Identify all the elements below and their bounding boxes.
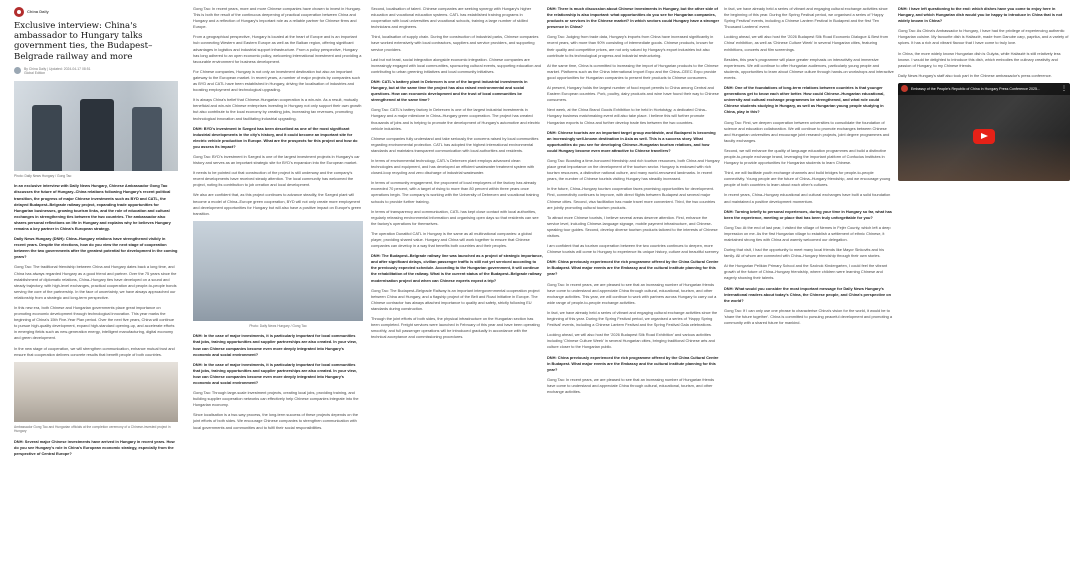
article-column-4: [547, 6, 720, 568]
answer-paragraph: In the new stage of cooperation, we will strengthen communication, enhance mutual trust and ensure that cooperation delivers concrete results that benefit people of both countries.: [14, 345, 175, 357]
answer-paragraph: At present, Hungary holds the largest number of food export permits to China among Central and Eastern European countries. Pork, poultry, dairy products and wine have found their way to Chinese consumers.: [547, 85, 719, 103]
video-title[interactable]: Embassy of the People's Republic of China in Hungary Press Conference 2025...: [911, 86, 1040, 91]
question-paragraph: DNH: Chinese tourists are an important target group worldwide, and Budapest is becoming an increasingly well-known destination in Asia as well. This is a success story. What opportunities do you see for developing Chinese–Hungarian tourism relations, and how could Hungary become even more attractive to Chinese travellers?: [547, 129, 716, 153]
answer-paragraph: Third, localisation of supply chain. During the construction of industrial parks, Chinese companies have worked extensively with local contractors, suppliers and service providers, and supporting service providers.: [371, 34, 539, 52]
answer-paragraph: Gong Tao: At the end of last year, I visited the village of Nemes in Fejér County, which left a deep impression on me. As the first Hungarian village to establish a settlement of ethnic Chinese, it maintained strong ties with China and warmly welcomed our delegation.: [724, 224, 891, 242]
answer-paragraph: Third, we will facilitate youth exchange channels and build bridges for people-to-people connectivity. Young people are the future of China–Hungary friendship, and we encourage young people of both countries to learn about each other's cultures.: [724, 170, 891, 188]
question-paragraph: DNH: One of the foundations of long-term relations between countries is that younger generations get to know each other better. How could Chinese–Hungarian educational, university and cultural exchange programmes be strengthened, and what role could Chinese students studying in Hungary, as well as Hungarian young people studying in China, play in this?: [724, 85, 885, 115]
article-column-6: [898, 6, 1070, 568]
site-logo-text[interactable]: China Daily: [27, 8, 49, 14]
ceremony-photo-caption: Ambassador Gong Tao and Hungarian officials at the completion ceremony of a Chinese-invested project in Hungary: [14, 424, 171, 434]
article-title: Exclusive interview: China's ambassador to Hungary talks government ties, the Budapest–Belgrade railway and more: [14, 21, 153, 62]
article-column-5: [724, 6, 894, 568]
answer-paragraph: The operation Dunatitol CATL in Hungary is the same as all multinational companies: a global player, providing shared value. Hungary and China will work together to ensure that Chinese companies can develop in a way that benefits both countries and their peoples.: [371, 230, 532, 249]
answer-paragraph: In recent years, China–Hungary educational and cultural exchanges have built a solid foundation and maintained a positive development momentum.: [724, 192, 891, 204]
question-paragraph: DNH: China previously experienced the rich programme offered by the China Cultural Centre in Budapest. What major events are the Embassy and the cultural institute planning for this year?: [547, 259, 719, 277]
answer-paragraph: Gong Tao: In recent years, we are pleased to see that an increasing number of Hungarian friends have come to understand and appreciate China through cultural, educational, tourism, and other exchange activities. This year, we will continue to work with partners across Hungary to carry out a wide range of people-to-people exchange activities.: [547, 281, 717, 305]
portrait-photo-caption: Photo: Daily News Hungary / Gong Tao: [249, 323, 307, 328]
answer-paragraph: From a geographical perspective, Hungary is located at the heart of Europe and is an important hub connecting Western and Eastern Europe as well as the Balkan region, offering significant advantages in logistics and industrial support infrastructure. From a policy perspective, Hungary has long adhered to an open economic policy, welcoming international investment and providing a favourable environment for business development.: [193, 34, 362, 64]
author-avatar: [14, 67, 21, 74]
answer-paragraph: It needs to be pointed out that construction of the project is still underway and the company's recent developments have received steady attention. The local community has welcomed the project, noting its contribution to job creation and local development.: [193, 170, 354, 188]
question-paragraph: DNH: CATL's battery plant in Debrecen is one of the largest industrial investments in Hungary, but at the same time the project has also raised environmental and social questions. How can economic development and the trust of local communities be strengthened at the same time?: [371, 78, 528, 103]
answer-paragraph: In this new era, both Chinese and Hungarian governments place great importance on promoting economic development through technological innovation. This year marks the beginning of China's 15th Five-Year Plan period. Over the next five years, China will continue to pursue high-quality development, expand high-standard opening-up, and accelerate efforts in emerging fields such as new-generation energy, intelligent manufacturing, digital economy and green development.: [14, 305, 175, 341]
question-paragraph: DNH: Turning briefly to personal experiences, during your time in Hungary so far, what has been the experience, meeting or place that has been truly unforgettable for you?: [724, 208, 892, 220]
answer-paragraph: For Chinese companies, Hungary is not only an investment destination but also an important gateway to the European market. In recent years, a number of major projects by companies such as BYD and CATL have been established in Hungary, driving the localisation of industries and boosting employment and technological upgrading.: [193, 68, 360, 93]
question-paragraph: DNH: I have left questioning to the end: which dishes have you come to enjoy here in Hungary, and which Hungarian dish would you be happy to introduce in China that is not widely known in China?: [898, 6, 1063, 24]
embedded-video-player[interactable]: [898, 83, 1070, 181]
answer-paragraph: I am confident that as tourism cooperation between the two countries continues to deepen, more Chinese tourists will come to Hungary to experience its unique history, culture and beautiful scenery.: [547, 243, 720, 255]
question-paragraph: DNH: What would you consider the most important message for Daily News Hungary's international readers about today's China, the Chinese people, and China's perspective on the world?: [724, 285, 892, 303]
answer-paragraph: Looking ahead, we will also host the '2026 Budapest Silk Road Exhibition' and various activities including 'Chinese Culture Week' in several Hungarian cities, bringing traditional Chinese arts and culture closer to the Hungarian public.: [547, 332, 715, 350]
answer-paragraph: Last but not least, social integration alongside economic integration. Chinese companies are increasingly engaged with local communities, sponsoring cultural events, supporting education and contributing to urban greening initiatives and local community initiatives.: [371, 56, 541, 74]
answer-paragraph: Gong Tao: If I can only use one phrase to characterise China's vision for the world, it would be to 'share the future together'. China is committed to pursuing peaceful development and promoting a community with a shared future for mankind.: [724, 307, 893, 326]
answer-paragraph: Gong Tao: Through large-scale investment projects, creating local jobs, providing training, and building supplier cooperation networks can effectively help Chinese companies integrate into the Hungarian economy.: [193, 390, 359, 408]
answer-paragraph: Gong Tao: First, we deepen cooperation between universities to consolidate the foundation of science and education collaboration. We will continue to promote exchanges between Chinese and Hungarian universities and encourage joint research projects, joint degree programmes and faculty exchanges.: [724, 119, 890, 143]
byline: [14, 67, 178, 75]
ceremony-photo: [14, 362, 178, 422]
answer-paragraph: Gong Tao: CATL's battery factory in Debrecen is one of the largest industrial investments in Hungary and a major milestone in China–Hungary green cooperation. The project has created thousands of jobs and is helping to promote the development of Hungary's automotive and electric vehicle industries.: [371, 107, 541, 131]
question-paragraph: DNH: China previously experienced the rich programme offered by the China Cultural Centre in Budapest. What major events are the Embassy and the cultural institute planning for this year?: [547, 354, 719, 372]
answer-paragraph: In the future, China–Hungary tourism cooperation faces promising opportunities for development. First, connectivity continues to improve, with direct flights between Budapest and several major Chinese cities. Second, visa facilitation has made travel more convenient. Third, the two countries are jointly promoting cultural tourism products.: [547, 186, 716, 210]
answer-paragraph: In terms of transparency and communication, CATL has kept close contact with local authorities, regularly releasing environmental information and organising open days so that residents can see the factory's operations for themselves.: [371, 208, 539, 226]
site-header: [14, 6, 178, 18]
intro-paragraph: In an exclusive interview with Daily News Hungary, Chinese Ambassador Gong Tao discusses the future of Hungary–China relations following Hungary's recent political transition, the progress of major Chinese investments such as BYD and CATL, the delayed Budapest–Belgrade railway project, expanding trade opportunities for Hungarian businesses, growing tourism links, and the role of education and cultural exchanges in strengthening ties between the two countries. The ambassador also shares personal reflections on life in Hungary and explains why he believes Hungary remains a key partner in China's European strategy.: [14, 183, 171, 231]
answer-paragraph: To attract more Chinese tourists, I believe several areas deserve attention. First, enhance the service level, including Chinese-language signage, mobile payment infrastructure, and Chinese-speaking tour guides. Second, develop diverse tourism products tailored to the interests of Chinese visitors.: [547, 214, 718, 238]
play-button-icon[interactable]: [973, 129, 995, 144]
question-paragraph: DNH: The Budapest–Belgrade railway line was launched as a project of strategic importance, and after significant delays, civilian passenger traffic is still not yet serviced according to the previously expected schedule. According to the Hungarian government, it will continue the rehabilitation of the railway. What is the current status of the Budapest–Belgrade railway modernisation project and when can Chinese experts expect a trip?: [371, 253, 543, 283]
lead-photo: [14, 81, 178, 171]
answer-paragraph: We also are confident that, as this project continues to advance steadily, the Szeged plant will become a model of China–Europe green cooperation, BYD will not only create more employment and development opportunities for Hungary but will also have a positive impact on Europe's green transition.: [193, 192, 362, 216]
answer-paragraph: In fact, we have already held a series of vibrant and engaging cultural exchange activities since the beginning of this year. During the Spring Festival period, we organised a series of 'Happy Spring Festival' events, including a Chinese Lantern Festival and the Spring Festival Gala celebrations.: [547, 309, 718, 328]
answer-paragraph: In terms of environmental technology, CATL's Debrecen plant employs advanced clean technologies and equipment, and has developed an efficient wastewater treatment system with closed-loop recycling and zero discharge of industrial wastewater.: [371, 157, 535, 176]
answer-paragraph: Gong Tao: Boosting a time-honoured friendship and rich tourism resources, both China and Hungary place great importance on the development of the tourism sector. Hungary is endowed with rich tourism resources, a distinctive national culture, and many world-renowned landmarks. In recent years, the number of Chinese tourists visiting Hungary has steadily increased.: [547, 157, 720, 182]
question-paragraph: DNH: There is much discussion about Chinese investments in Hungary, but the other side of the relationship is also important: what opportunities do you see for Hungarian companies, products or services in the Chinese market? In which sectors could Hungary have a stronger presence in China?: [547, 6, 720, 30]
answer-paragraph: Since localisation is a two-way process, the long-term success of these projects depends on the joint efforts of both sides. We encourage Chinese companies to strengthen communication with local governments and communities and to fulfil their social responsibilities.: [193, 412, 359, 430]
answer-paragraph: Next week, at the China Brand Goods Exhibition to be held in Hortobágy, a dedicated China–Hungary business matchmaking event will also take place. I believe this will further promote Hungarian exports to China and further develop trade ties between the two countries.: [547, 107, 707, 125]
ambassador-portrait-photo: [193, 221, 363, 321]
question-paragraph: DNH: Several major Chinese investments have arrived in Hungary in recent years. How do you see Hungary's role in China's European economic strategy, especially from the perspective of Central Europe?: [14, 438, 175, 456]
answer-paragraph: Gong Tao: In recent years, more and more Chinese companies have chosen to invest in Hungary. This is both the result of the continuous deepening of practical cooperation between China and Hungary and a reflection of Hungary's important role as a reliable partner for Chinese firms and Europe.: [193, 6, 361, 30]
answer-paragraph: Daily News Hungary's staff also took part in the Chinese ambassador's press conference.: [898, 72, 1052, 78]
byline-line-2: Global Edition: [24, 70, 46, 75]
answer-paragraph: Besides, this year's programme will place greater emphasis on interactivity and immersive experiences. We will continue to offer Hungarian audiences, particularly young people and students, opportunities to learn about Chinese culture through hands-on workshops and interactive events.: [724, 56, 894, 80]
answer-paragraph: Gong Tao: BYD's investment in Szeged is one of the largest investment projects in Hungary's car history and serves as an important strategic site for BYD's expansion into the European market.: [193, 153, 360, 166]
answer-paragraph: Second, localisation of talent. Chinese companies are seeking synergy with Hungary's higher education and vocational education systems. CATL has established training programs in cooperation with local universities and vocational schools, training a large number of skilled technicians and engineers.: [371, 6, 532, 30]
article-column-3: [371, 6, 543, 568]
video-title-bar: [898, 83, 1070, 95]
question-paragraph: DNH: In the case of major investments, it is particularly important for local communities that jobs, training opportunities and supplier partnerships are also created. In your view, how can Chinese companies become even more deeply integrated into Hungary's economic and social environment?: [193, 361, 357, 385]
answer-paragraph: Gong Tao: Judging from trade data, Hungary's imports from China have increased significantly in recent years, with more than 90% consisting of intermediate goods. Chinese products, known for their quality and competitive prices, are not only valued by Hungary's export industries but also contribute to its technological progress and industrial restructuring.: [547, 34, 714, 58]
answer-paragraph: Looking ahead, we will also host the '2026 Budapest Silk Road Economic Dialogue & Best from China' exhibition, as well as 'Chinese Culture Week' in several Hungarian cities, featuring exhibitions, concerts and film screenings.: [724, 34, 889, 52]
channel-avatar-icon[interactable]: [901, 85, 908, 92]
answer-paragraph: During that visit, I had the opportunity to meet many local friends like Mayor Sinkovits and his family. All of whom are connected with China–Hungary friendship through their own stories.: [724, 247, 885, 259]
answer-paragraph: Gong Tao: As China's Ambassador to Hungary, I have had the privilege of experiencing authentic Hungarian cuisine. My favourite dish is Halászlé, made from Danube carp, paprika, and a variety of spices. It has a rich and vibrant flavour that I have come to truly love.: [898, 28, 1069, 46]
answer-paragraph: It is always China's belief that Chinese-Hungarian cooperation is a win-win. As a result, mutually beneficial and win-win Chinese enterprises investing in Hungary not only support their own growth but also contribute to the local economy by creating jobs, increasing tax revenues, promoting technological innovation and facilitating industrial upgrading.: [193, 97, 362, 121]
china-daily-logo-icon[interactable]: [14, 7, 24, 17]
article-column-2: [193, 6, 363, 568]
lead-photo-caption: Photo: Daily News Hungary / Gong Tao: [14, 173, 72, 178]
answer-paragraph: Gong Tao: The Budapest–Belgrade Railway is an important intergovernmental cooperation project between China and Hungary, and a flagship project of the Belt and Road Initiative in Europe. The Chinese contractor has always attached importance to quality and safety, strictly following EU standards during construction.: [371, 287, 540, 311]
article-column-1: [14, 6, 178, 568]
answer-paragraph: In China, the more widely known Hungarian dish is Gulyás, while Halászlé is still relatively less known. I would be delighted to introduce this dish, which embodies the culinary creativity and passion of Hungary, to my Chinese friends.: [898, 50, 1061, 68]
answer-paragraph: In terms of community engagement, the proponent of local employees of the factory has already exceeded 70 percent, with a target of rising to more than 80 percent within three years once operations begin. The company is working with the University of Debrecen and vocational training schools to provide further training.: [371, 180, 539, 204]
byline-line-1: By China Daily | Updated: 2024-04-17 08:51: [24, 66, 91, 71]
question-paragraph: DNH: BYD's investment in Szeged has been described as one of the most significant industrial developments in the city's history, and it could become an important site for electric vehicle production in Europe. What are the prospects for this project and how do you assess its impact?: [193, 125, 358, 149]
question-paragraph: DNH: In the case of major investments, it is particularly important for local communities that jobs, training opportunities and supplier partnerships are also created. In your view, how can Chinese companies become even more deeply integrated into Hungary's economic and social environment?: [193, 333, 357, 357]
answer-paragraph: At the Hungarian Pelikán Primary School and the Szolnok Kindergarten, I could feel the vibrant growth of the future of China–Hungary friendship, where children were learning Chinese and eagerly showing their talents.: [724, 263, 888, 281]
answer-paragraph: Gong Tao: In recent years, we are pleased to see that an increasing number of Hungarian friends have come to understand and appreciate China through cultural, educational, tourism, and other exchange activities.: [547, 376, 715, 394]
answer-paragraph: Gong Tao: The traditional friendship between China and Hungary dates back a long time, and China has always regarded Hungary as a good friend and partner. Over the 75 years since the establishment of diplomatic relations, China–Hungary ties have developed on a sound and steady trajectory, with high-level exchanges, practical cooperation and people-to-people bonds serving the core of the partnership. In the face of uncertainty, we have always approached our relationship from a strategic and long-term perspective.: [14, 264, 177, 300]
question-paragraph: Daily News Hungary (DNH): China–Hungary relations have strengthened visibly in recent years. Despite the elections, how do you view the next stage of cooperation between the two governments after the greatest potential for development in the coming years?: [14, 236, 178, 260]
answer-paragraph: Second, we will enhance the quality of language education programmes and build a distinctive people-to-people exchange brand, leveraging the important platform of Confucius Institutes in Hungary to provide opportunities for Hungarian students to learn Chinese.: [724, 147, 887, 166]
more-options-icon[interactable]: ⋮: [1061, 85, 1067, 92]
answer-paragraph: Through the joint efforts of both sides, the physical infrastructure on the Hungarian section has been completed. Freight services were launched in February of this year and have been operating smoothly, and full passenger operations will be introduced gradually in accordance with the technical acceptance and commissioning procedures.: [371, 316, 540, 340]
answer-paragraph: In fact, we have already held a series of vibrant and engaging cultural exchange activities since the beginning of this year. During the Spring Festival period, we organised a series of 'Happy Spring Festival' events, including a Chinese Lantern Festival in Budapest and the first 'Ten Thousand Lanterns' event.: [724, 6, 888, 30]
answer-paragraph: At the same time, China is committed to increasing the import of Hungarian products to the Chinese market. Platforms such as the China International Import Expo and the China–CEEC Expo provide good opportunities for Hungarian companies to present their products to Chinese consumers.: [547, 62, 719, 80]
answer-paragraph: Chinese companies fully understand and take seriously the concerns raised by local communities regarding environmental protection. CATL has adopted the highest international environmental standards and maintains transparent communication with local authorities and residents.: [371, 135, 539, 153]
